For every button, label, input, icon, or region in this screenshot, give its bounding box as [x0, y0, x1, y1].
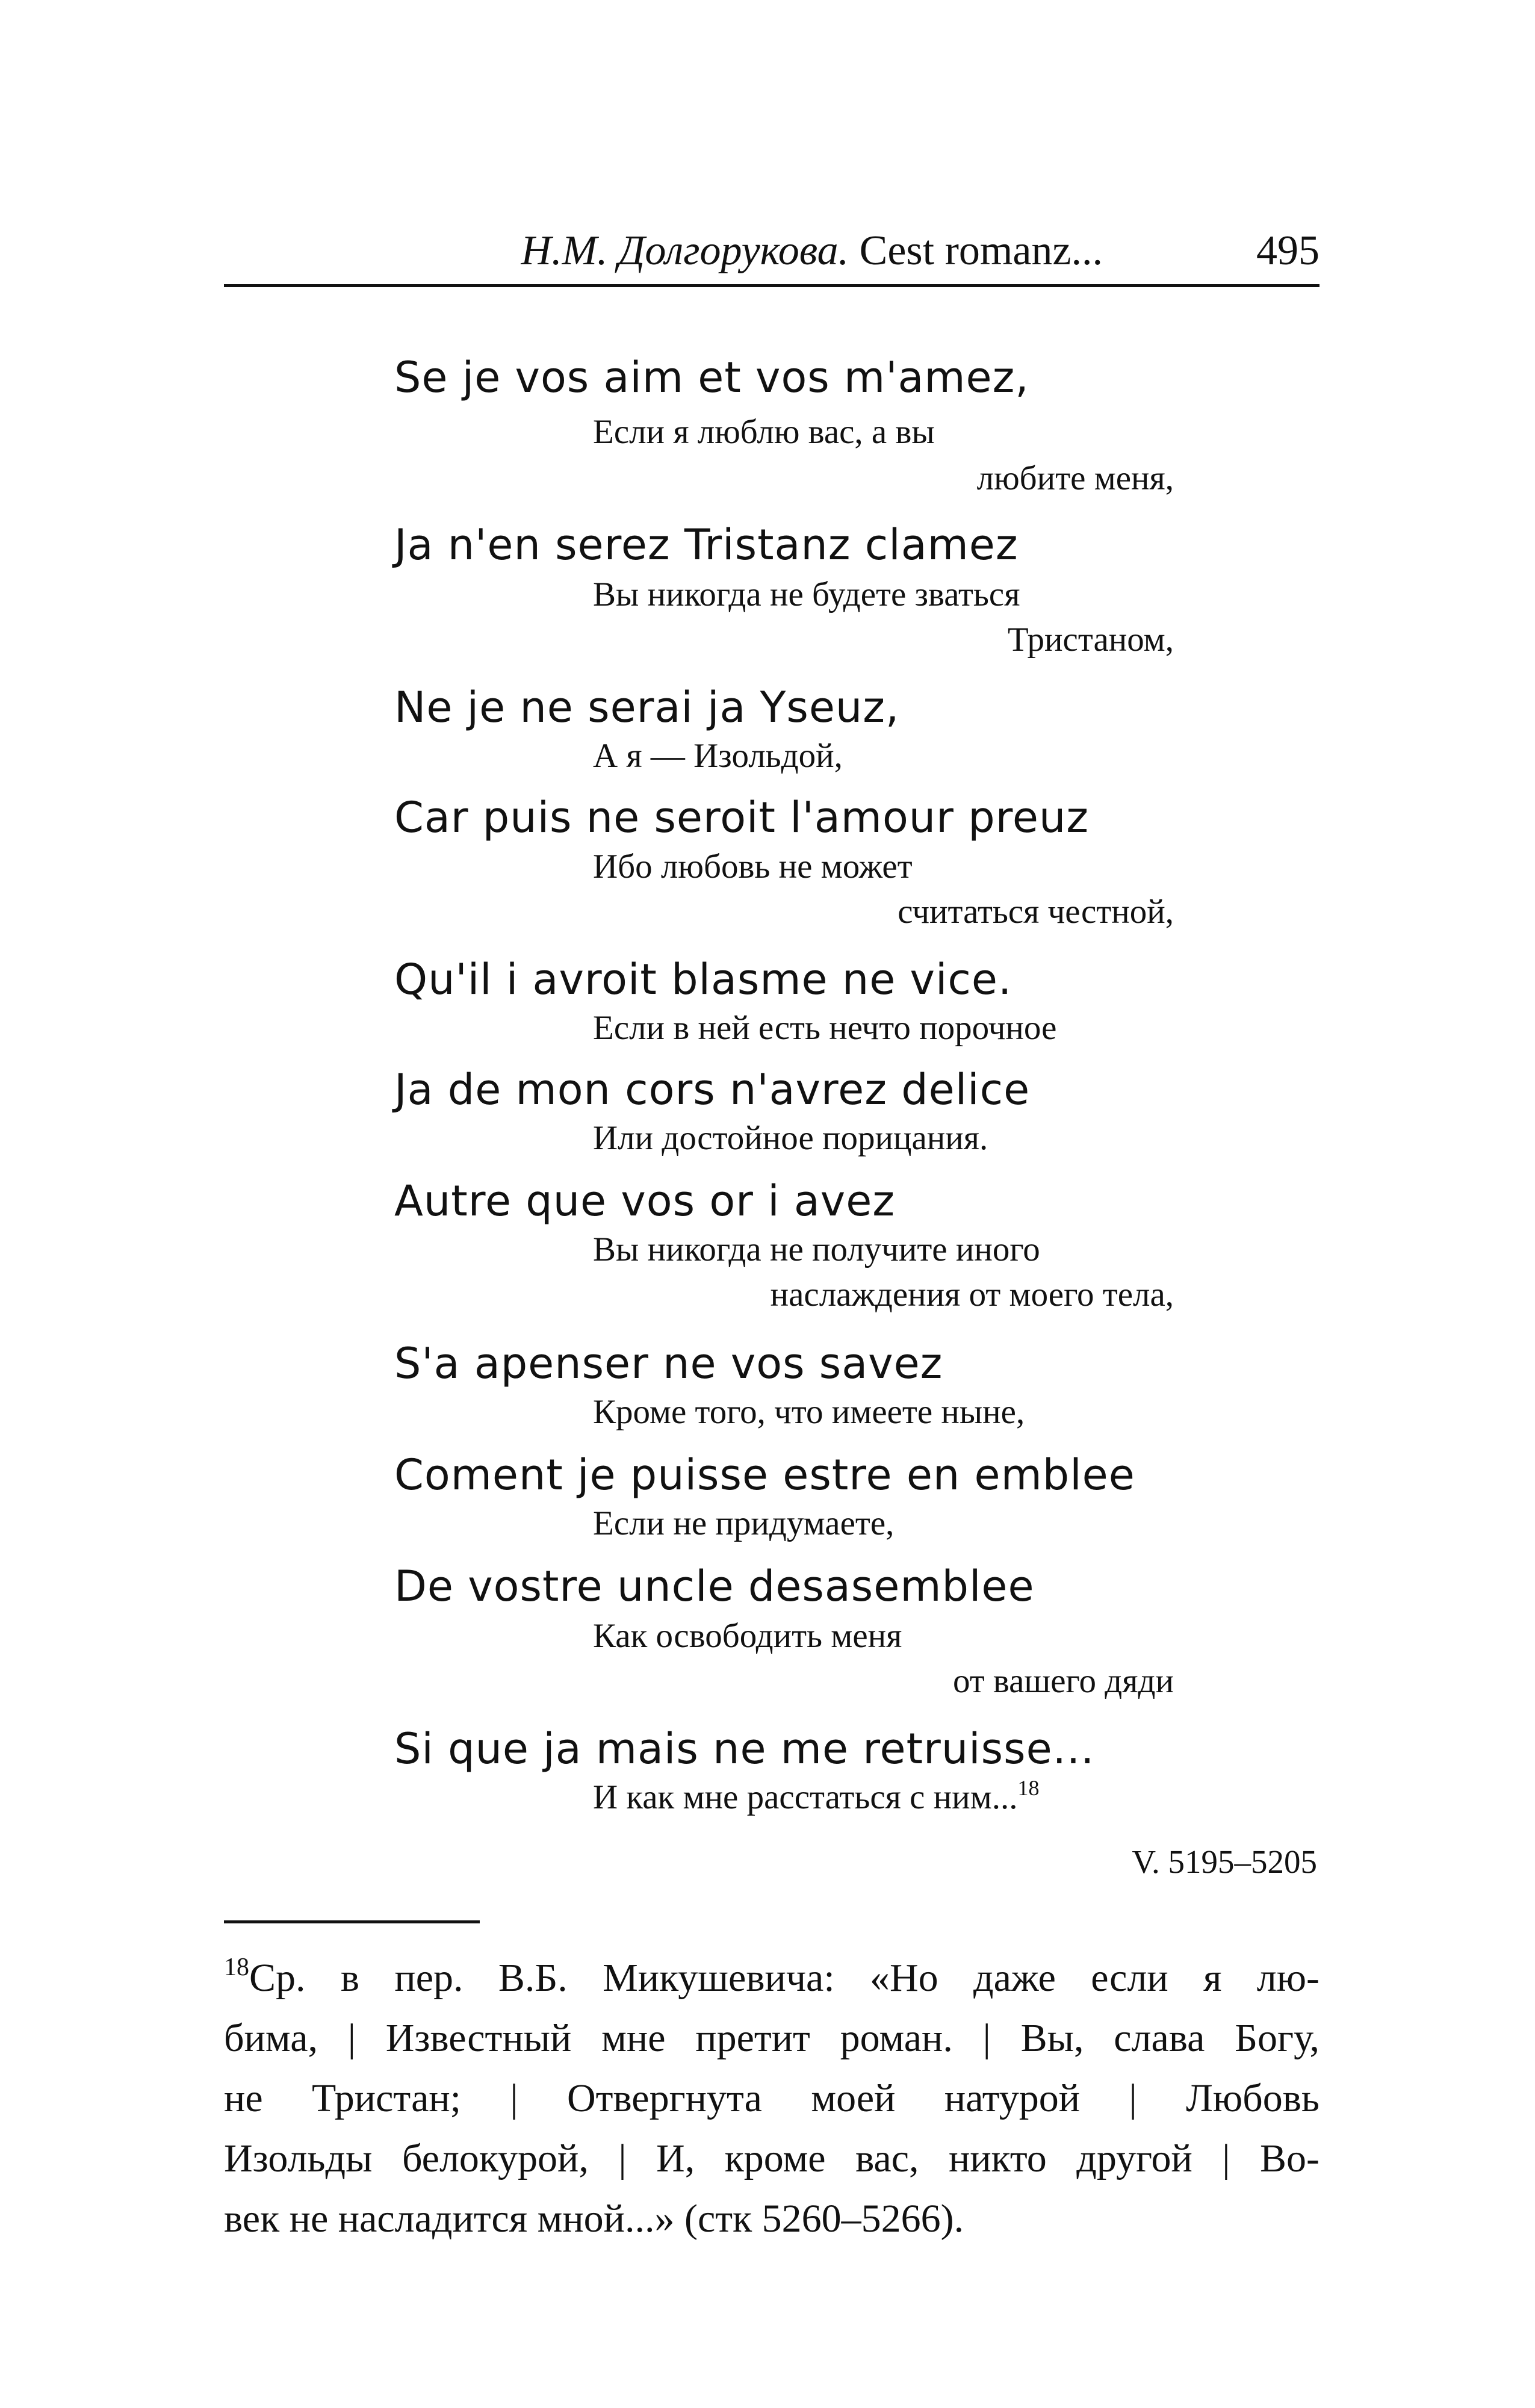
russian-translation-line: Если в ней есть нечто порочное [593, 1009, 1057, 1047]
old-french-line: De vostre uncle desasemblee [394, 1562, 1035, 1611]
page-number: 495 [1256, 228, 1319, 274]
old-french-line: Si que ja mais ne me retruisse... [394, 1724, 1095, 1773]
old-french-line: Ja n'en serez Tristanz clamez [394, 520, 1019, 569]
footnote-line: бима, | Известный мне претит роман. | Вы, слава Богу, [224, 2016, 1319, 2060]
russian-translation-line: любите меня, [976, 459, 1174, 497]
running-head-work-title: Cest romanz... [859, 228, 1103, 274]
russian-translation-line: Как освободить меня [593, 1617, 902, 1655]
footnote-line: не Тристан; | Отвергнута моей натурой | Любовь [224, 2076, 1319, 2120]
footnote-rule [224, 1920, 480, 1923]
header-rule [224, 284, 1319, 287]
russian-translation-line: Вы никогда не будете зваться [593, 576, 1020, 613]
russian-translation-line: Кроме того, что имеете ныне, [593, 1393, 1025, 1431]
old-french-line: Autre que vos or i avez [394, 1176, 896, 1226]
old-french-line: Qu'il i avroit blasme ne vice. [394, 955, 1012, 1004]
russian-translation-line: считаться честной, [898, 893, 1174, 931]
footnote-number: 18 [224, 1953, 249, 1981]
russian-translation-line: наслаждения от моего тела, [770, 1276, 1174, 1314]
old-french-line: Car puis ne seroit l'amour preuz [394, 793, 1090, 842]
footnote-line: Изольды белокурой, | И, кроме вас, никто другой | Во- [224, 2136, 1319, 2180]
running-head [224, 218, 1319, 284]
old-french-line: Se je vos aim et vos m'amez, [394, 353, 1029, 402]
old-french-line: Ja de mon cors n'avrez delice [394, 1065, 1031, 1114]
russian-translation-line: Или достойное порицания. [593, 1119, 988, 1157]
russian-translation-line: Если я люблю вас, а вы [593, 413, 935, 451]
russian-translation-line: Вы никогда не получите иного [593, 1230, 1040, 1268]
russian-translation-line: от вашего дяди [953, 1662, 1174, 1700]
verse-reference: V. 5195–5205 [1132, 1843, 1317, 1880]
footnote-text: Ср. в пер. В.Б. Микушевича: «Но даже если я лю- [249, 1956, 1319, 2000]
old-french-line: Ne je ne serai ja Yseuz, [394, 683, 900, 732]
running-head-author: Н.М. Долгорукова. [521, 228, 849, 274]
footnote [224, 1948, 1319, 2249]
russian-translation-line [593, 1775, 1040, 1820]
old-french-line: Coment je puisse estre en emblee [394, 1450, 1135, 1500]
footnote-reference-mark: 18 [1017, 1776, 1040, 1800]
russian-translation-line: Ибо любовь не может [593, 848, 913, 886]
footnote-line [224, 1948, 1319, 2008]
russian-translation-text: И как мне расстаться с ним... [593, 1778, 1018, 1816]
footnote-line: век не насладится мной...» (стк 5260–5266). [224, 2197, 964, 2241]
russian-translation-line: Если не придумаете, [593, 1504, 895, 1542]
russian-translation-line: Тристаном, [1007, 621, 1174, 659]
running-title [521, 218, 1103, 284]
russian-translation-line: А я — Изольдой, [593, 737, 843, 775]
old-french-line: S'a apenser ne vos savez [394, 1339, 943, 1388]
